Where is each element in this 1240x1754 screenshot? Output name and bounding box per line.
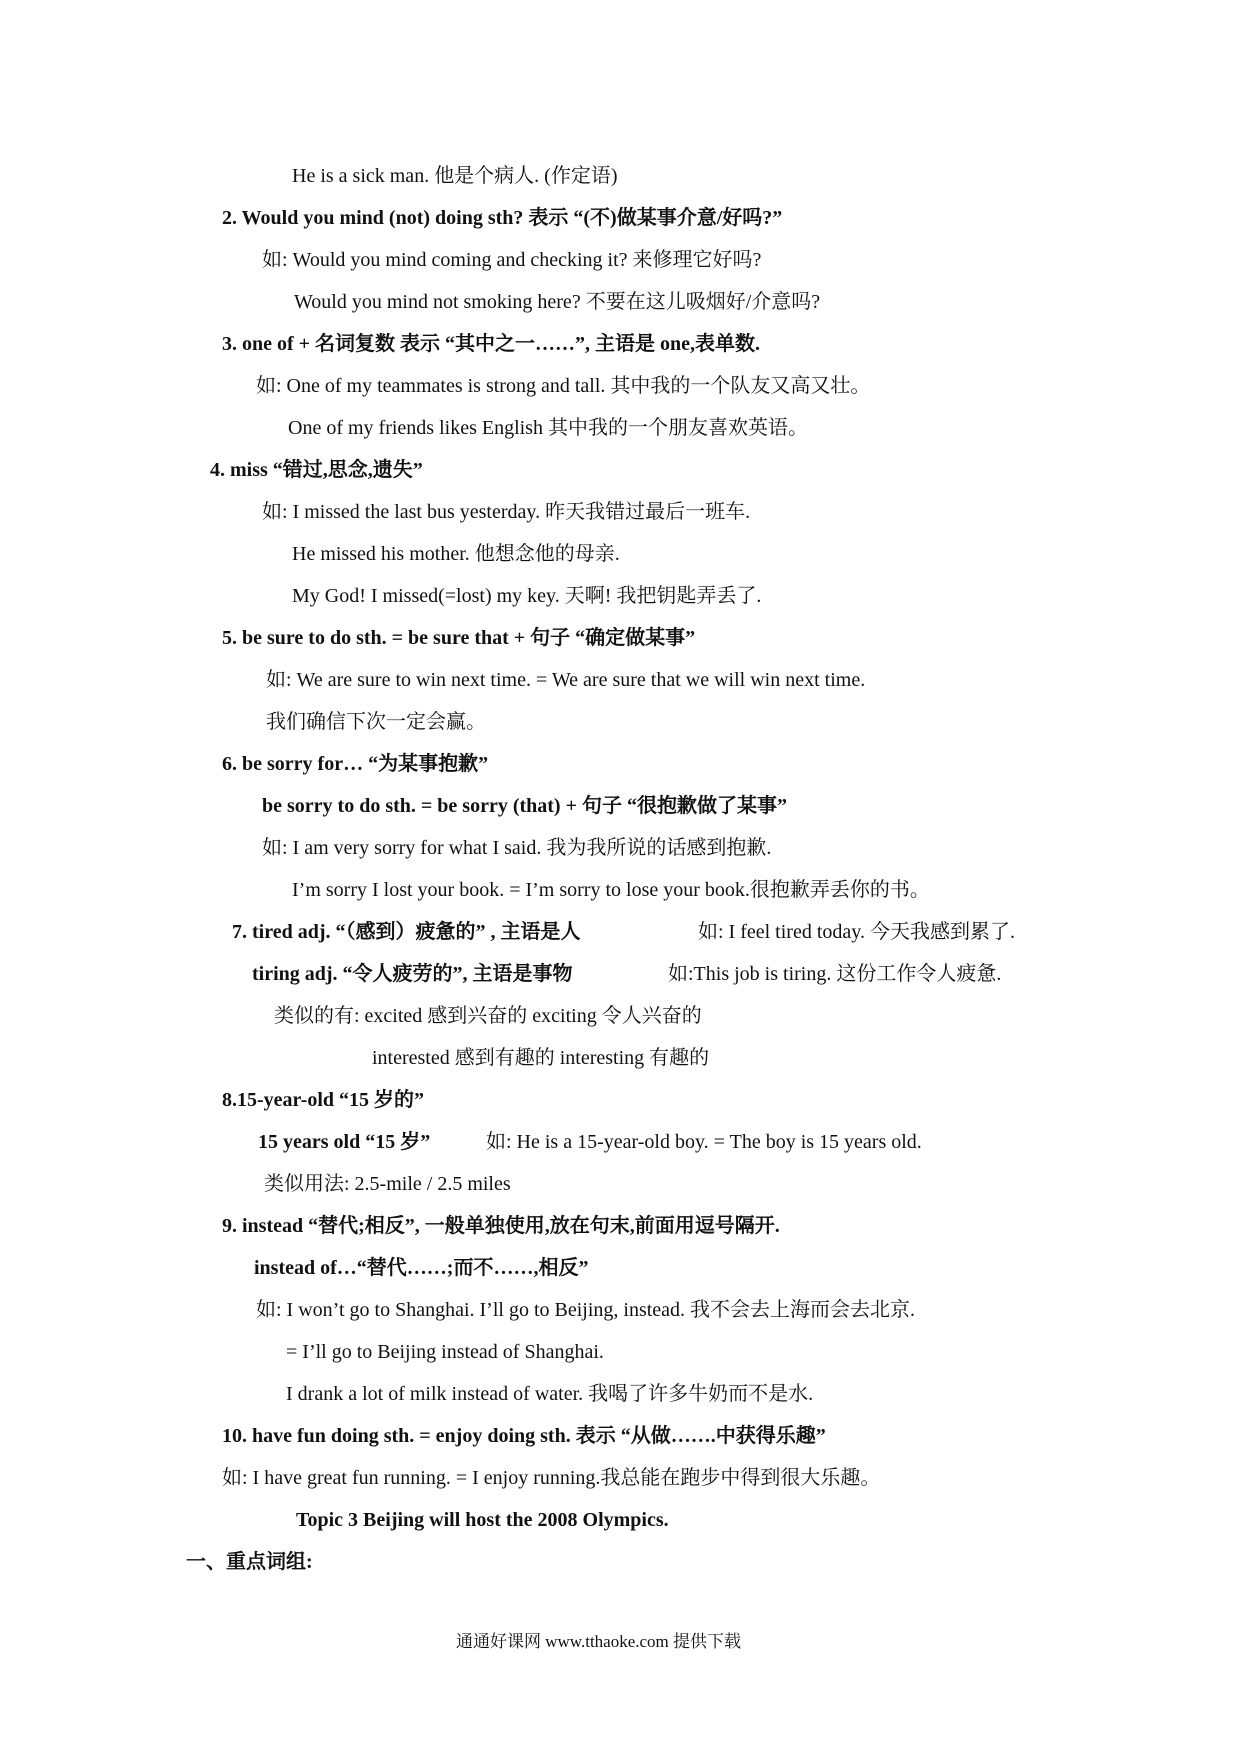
item-heading: 7. tired adj. “（感到）疲惫的” , 主语是人 [232, 921, 581, 943]
item-heading: 9. instead “替代;相反”, 一般单独使用,放在句末,前面用逗号隔开. [222, 1215, 780, 1237]
example-line: One of my friends likes English 其中我的一个朋友喜欢英语。 [288, 417, 808, 439]
example-line: 类似用法: 2.5-mile / 2.5 miles [264, 1173, 511, 1195]
item-subheading: tiring adj. “令人疲劳的”, 主语是事物 [252, 963, 573, 985]
item-heading: 8.15-year-old “15 岁的” [222, 1089, 425, 1111]
example-line: = I’ll go to Beijing instead of Shanghai. [286, 1341, 604, 1363]
text-line: He is a sick man. 他是个病人. (作定语) [292, 165, 618, 187]
example-line: Would you mind not smoking here? 不要在这儿吸烟好/介意吗? [294, 291, 821, 313]
item-subheading: be sorry to do sth. = be sorry (that) + 句子 “很抱歉做了某事” [262, 795, 787, 817]
example-line: 如: I missed the last bus yesterday. 昨天我错过最后一班车. [262, 501, 751, 523]
example-line: interested 感到有趣的 interesting 有趣的 [372, 1047, 710, 1069]
example-line: 如: I won’t go to Shanghai. I’ll go to Beijing, instead. 我不会去上海而会去北京. [256, 1299, 916, 1321]
example-line: 如: I have great fun running. = I enjoy running.我总能在跑步中得到很大乐趣。 [222, 1467, 881, 1489]
example-line: 如: We are sure to win next time. = We are sure that we will win next time. [266, 669, 866, 691]
example-line: 如:This job is tiring. 这份工作令人疲惫. [668, 963, 1002, 985]
example-line: 类似的有: excited 感到兴奋的 exciting 令人兴奋的 [274, 1005, 702, 1027]
footer-text: 通通好课网 www.tthaoke.com 提供下载 [456, 1632, 742, 1651]
item-heading: 5. be sure to do sth. = be sure that + 句子 “确定做某事” [222, 627, 696, 649]
example-line: 如: Would you mind coming and checking it? 来修理它好吗? [262, 249, 762, 271]
item-heading: 2. Would you mind (not) doing sth? 表示 “(不)做某事介意/好吗?” [222, 207, 783, 229]
example-line: 如: One of my teammates is strong and tall. 其中我的一个队友又高又壮。 [256, 375, 871, 397]
example-line: I’m sorry I lost your book. = I’m sorry to lose your book.很抱歉弄丢你的书。 [292, 879, 930, 901]
example-line: 如: I feel tired today. 今天我感到累了. [698, 921, 1015, 943]
item-subheading: 15 years old “15 岁” [258, 1131, 431, 1153]
item-heading: 3. one of + 名词复数 表示 “其中之一……”, 主语是 one,表单数. [222, 333, 761, 355]
item-heading: 10. have fun doing sth. = enjoy doing sth. 表示 “从做…….中获得乐趣” [222, 1425, 826, 1447]
example-line: 如: I am very sorry for what I said. 我为我所说的话感到抱歉. [262, 837, 772, 859]
section-heading: 一、重点词组: [186, 1551, 313, 1573]
topic-title: Topic 3 Beijing will host the 2008 Olympics. [296, 1509, 669, 1531]
example-line: 如: He is a 15-year-old boy. = The boy is 15 years old. [486, 1131, 922, 1153]
item-heading: 4. miss “错过,思念,遗失” [210, 459, 423, 481]
example-line: I drank a lot of milk instead of water. 我喝了许多牛奶而不是水. [286, 1383, 814, 1405]
example-line: My God! I missed(=lost) my key. 天啊! 我把钥匙弄丢了. [292, 585, 762, 607]
item-heading: 6. be sorry for… “为某事抱歉” [222, 753, 489, 775]
example-line: He missed his mother. 他想念他的母亲. [292, 543, 620, 565]
example-line: 我们确信下次一定会赢。 [266, 711, 486, 733]
item-subheading: instead of…“替代……;而不……,相反” [254, 1257, 589, 1279]
